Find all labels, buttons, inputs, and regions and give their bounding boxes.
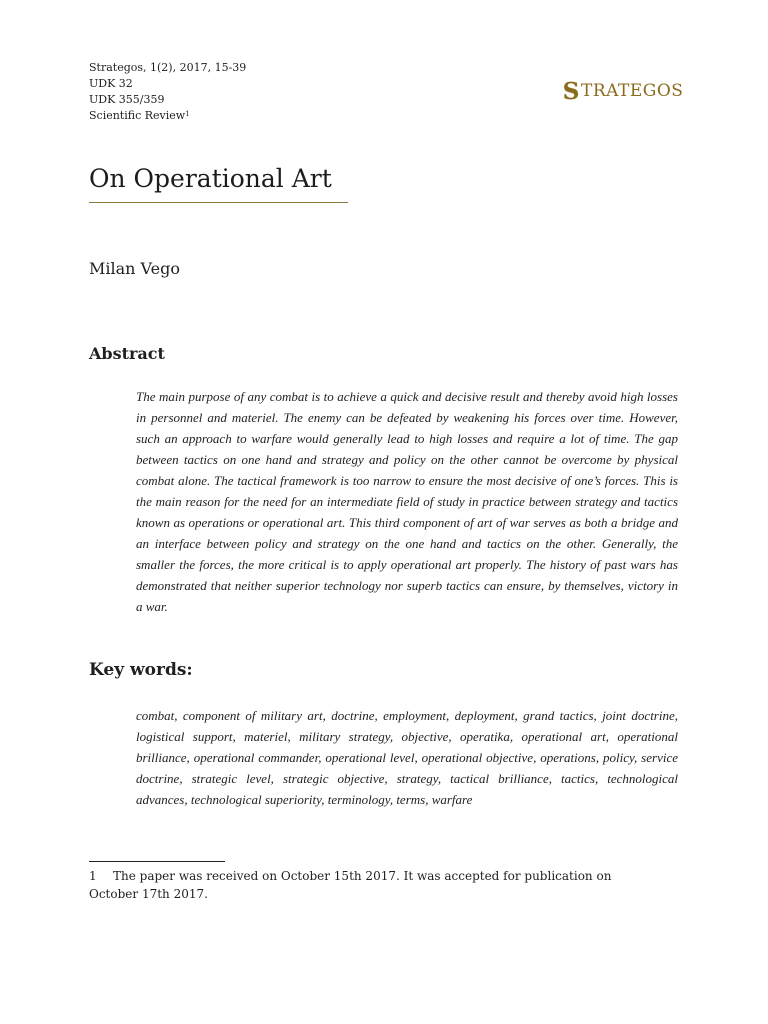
footnote-marker: 1 xyxy=(185,110,190,118)
paper-title: On Operational Art xyxy=(89,164,332,193)
author-name: Milan Vego xyxy=(89,259,180,278)
udk-code-2: UDK 355/359 xyxy=(89,93,165,106)
strategos-logo xyxy=(562,79,683,103)
footnote xyxy=(89,867,629,903)
logo-s-emblem-icon: S xyxy=(562,77,580,105)
journal-citation: Strategos, 1(2), 2017, 15-39 xyxy=(89,61,247,74)
abstract-heading: Abstract xyxy=(89,344,165,363)
keywords-text: combat, component of military art, doctrine, employment, deployment, grand tactics, joint doctrine, logistical support, materiel, military strategy, objective, operatika, operational art, operational brilliance, operational commander, operational level, operational objective, operations, policy, service doctrine, strategic level, strategic objective, strategy, tactical brilliance, tactics, technological advances, technological superiority, terminology, terms, warfare xyxy=(136,708,678,807)
journal-metadata xyxy=(89,60,246,124)
abstract-text: The main purpose of any combat is to achieve a quick and decisive result and thereby avoid high losses in personnel and materiel. The enemy can be defeated by weakening his forces over time. However, such an approach to warfare would generally lead to high losses and require a lot of time. The gap between tactics on one hand and strategy and policy on the other cannot be overcome by physical combat alone. The tactical framework is too narrow to ensure the most decisive of one’s forces. This is the main reason for the need for an intermediate field of study in practice between strategy and tactics known as operations or operational art. This third component of art of war serves as both a bridge and an interface between policy and strategy on the one hand and tactics on the other. Generally, the smaller the forces, the more critical is to apply operational art properly. The history of past wars has demonstrated that neither superior technology nor superb tactics can ensure, by themselves, victory in a war. xyxy=(136,389,678,614)
review-type xyxy=(89,108,246,124)
keywords-heading: Key words: xyxy=(89,660,193,680)
footnote-number: 1 xyxy=(89,869,97,883)
review-type-label: Scientific Review xyxy=(89,109,186,122)
udk-code-1: UDK 32 xyxy=(89,77,133,90)
footnote-divider xyxy=(89,861,225,862)
title-underline xyxy=(89,202,348,203)
logo-text: TRATEGOS xyxy=(581,81,684,101)
footnote-text: The paper was received on October 15th 2017. It was accepted for publication on October 17th 2017. xyxy=(89,869,612,901)
